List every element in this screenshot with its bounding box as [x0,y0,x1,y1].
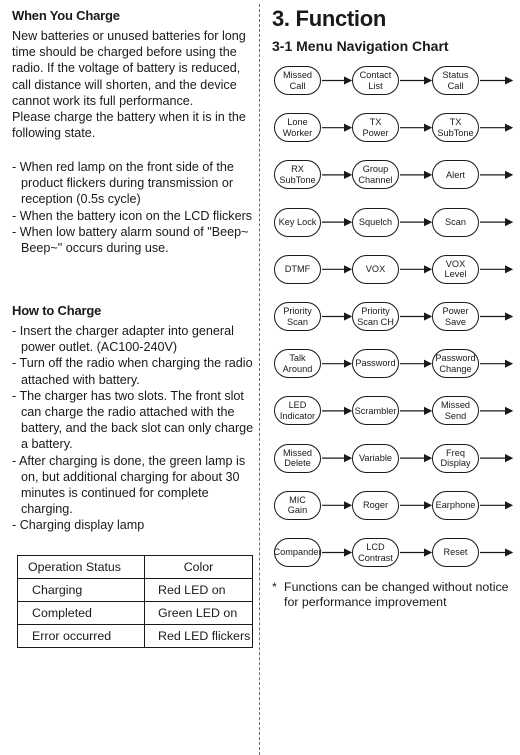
menu-node: DTMF [274,255,321,284]
menu-node: Power Save [432,302,479,331]
charge-conditions-list [12,159,258,256]
table-cell: Error occurred [18,625,145,648]
table-header: Operation Status [18,556,145,579]
chart-title: 3-1 Menu Navigation Chart [272,38,449,54]
menu-node: Contact List [352,66,399,95]
charging-status-table [17,555,253,648]
menu-node: VOX [352,255,399,284]
column-divider [259,4,260,755]
menu-node: Reset [432,538,479,567]
list-item: - Turn off the radio when charging the radio attached with battery. [12,355,258,387]
table-row [18,602,253,625]
menu-node: Earphone [432,491,479,520]
menu-node: Missed Send [432,396,479,425]
menu-node: Lone Worker [274,113,321,142]
table-header-row [18,556,253,579]
menu-node: Missed Delete [274,444,321,473]
menu-node: Scrambler [352,396,399,425]
table-row [18,625,253,648]
table-cell: Red LED on [145,579,253,602]
charge-paragraph-1: New batteries or unused batteries for long time should be charged before using the radio. If the voltage of battery is reduced, call distance will shorten, and the device cannot work its full performance. [12,29,246,108]
table-cell: Completed [18,602,145,625]
footnote [272,580,518,610]
menu-node: Status Call [432,66,479,95]
menu-node: TX Power [352,113,399,142]
footnote-text: Functions can be changed without notice for performance improvement [284,580,509,609]
list-item: - When the battery icon on the LCD flickers [12,208,258,224]
footnote-mark: * [272,580,277,594]
menu-node: Group Channel [352,160,399,189]
table-cell: Green LED on [145,602,253,625]
charge-paragraph-2: Please charge the battery when it is in the following state. [12,110,246,141]
menu-node: Freq Display [432,444,479,473]
menu-node: Variable [352,444,399,473]
menu-node: VOX Level [432,255,479,284]
list-item: - Charging display lamp [12,517,258,533]
menu-node: MIC Gain [274,491,321,520]
table-cell: Charging [18,579,145,602]
how-to-charge-heading: How to Charge [12,303,102,318]
menu-node: Alert [432,160,479,189]
menu-node: Password [352,349,399,378]
menu-node: TX SubTone [432,113,479,142]
menu-node: Priority Scan CH [352,302,399,331]
list-item: - After charging is done, the green lamp is on, but additional charging for about 30 minutes is continued for complete charging. [12,453,258,518]
list-item: - When red lamp on the front side of the product flickers during transmission or reception (0.5s cycle) [12,159,258,208]
list-item: - Insert the charger adapter into general power outlet. (AC100-240V) [12,323,258,355]
table-cell: Red LED flickers [145,625,253,648]
menu-node: RX SubTone [274,160,321,189]
menu-node: Key Lock [274,208,321,237]
menu-node: Scan [432,208,479,237]
table-header: Color [145,556,253,579]
menu-node: Compander [274,538,321,567]
menu-node: Squelch [352,208,399,237]
when-you-charge-heading: When You Charge [12,8,120,23]
menu-node: Talk Around [274,349,321,378]
menu-node: Roger [352,491,399,520]
list-item: - When low battery alarm sound of "Beep~ Beep~" occurs during use. [12,224,258,256]
table-row [18,579,253,602]
menu-node: Password Change [432,349,479,378]
list-item: - The charger has two slots. The front slot can charge the radio attached with the battery, and the back slot can only charge a battery. [12,388,258,453]
menu-node: Missed Call [274,66,321,95]
menu-node: LCD Contrast [352,538,399,567]
how-to-charge-list [12,323,258,534]
menu-navigation-chart [272,62,518,572]
menu-node: LED Indicator [274,396,321,425]
menu-node: Priority Scan [274,302,321,331]
section-title: 3. Function [272,6,387,31]
